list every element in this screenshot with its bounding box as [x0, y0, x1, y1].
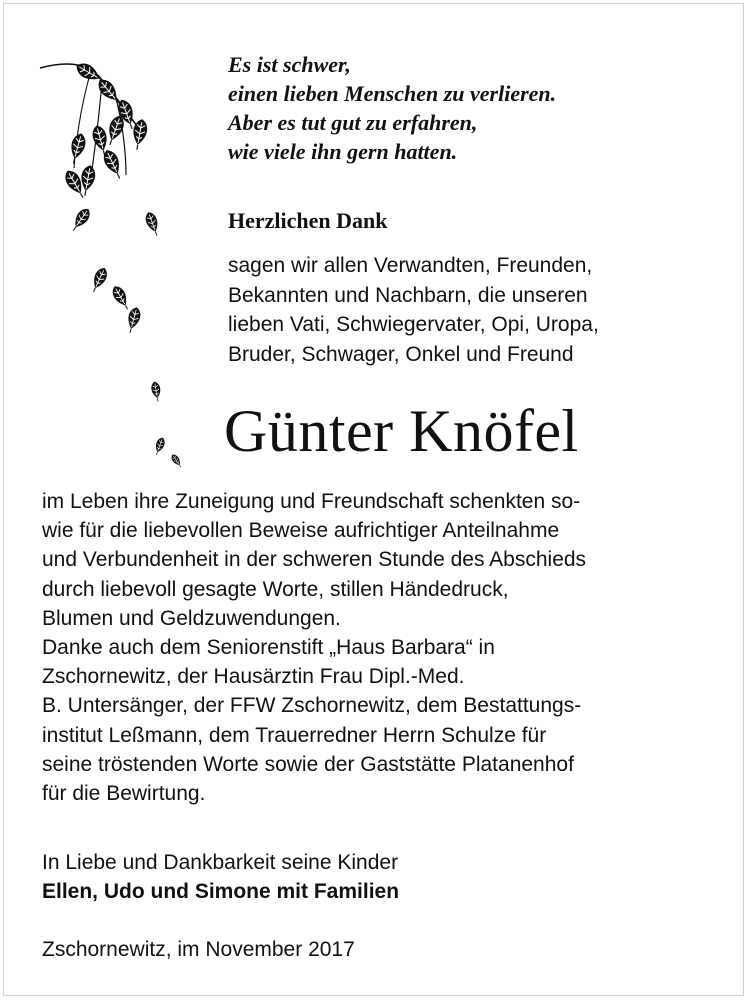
body-line: und Verbundenheit in der schweren Stunde des Abschieds — [42, 548, 587, 572]
body-line: Zschornewitz, der Hausärztin Frau Dipl.-Med. — [42, 665, 465, 689]
motto-line: wie viele ihn gern hatten. — [228, 139, 458, 164]
thanks-line: lieben Vati, Schwiegervater, Opi, Uropa, — [228, 313, 599, 336]
body-line: für die Bewirtung. — [42, 782, 206, 806]
thanks-line: Bekannten und Nachbarn, die unseren — [228, 283, 588, 307]
body-line: seine tröstenden Worte sowie der Gaststätte Platanenhof — [42, 752, 574, 776]
body-line: Danke auch dem Seniorenstift „Haus Barbara“ in — [42, 636, 495, 660]
body-text — [42, 487, 586, 808]
deceased-name: Günter Knöfel — [224, 398, 579, 464]
family-names: Ellen, Udo und Simone mit Familien — [42, 880, 400, 903]
motto-line: Aber es tut gut zu erfahren, — [228, 110, 478, 135]
body-line: im Leben ihre Zuneigung und Freundschaft schenkten so- — [42, 490, 581, 513]
body-line: B. Untersänger, der FFW Zschornewitz, dem Bestattungs- — [42, 694, 582, 718]
motto-line: Es ist schwer, — [228, 52, 351, 77]
thanks-line: sagen wir allen Verwandten, Freunden, — [228, 254, 593, 277]
thanks-line: Bruder, Schwager, Onkel und Freund — [228, 342, 574, 366]
motto — [228, 50, 556, 166]
thanks-heading: Herzlichen Dank — [228, 208, 388, 233]
thanks-text — [228, 251, 599, 369]
body-line: wie für die liebevollen Beweise aufrichtiger Anteilnahme — [42, 519, 560, 543]
body-line: Blumen und Geldzuwendungen. — [42, 606, 341, 630]
motto-line: einen lieben Menschen zu verlieren. — [228, 81, 557, 106]
body-line: durch liebevoll gesagte Worte, stillen Händedruck, — [42, 577, 509, 601]
closing — [42, 848, 399, 906]
place-date: Zschornewitz, im November 2017 — [42, 938, 355, 961]
body-line: institut Leßmann, dem Trauerredner Herrn Schulze für — [42, 723, 547, 747]
falling-leaves-icon — [30, 50, 210, 490]
closing-line: In Liebe und Dankbarkeit seine Kinder — [42, 851, 399, 874]
